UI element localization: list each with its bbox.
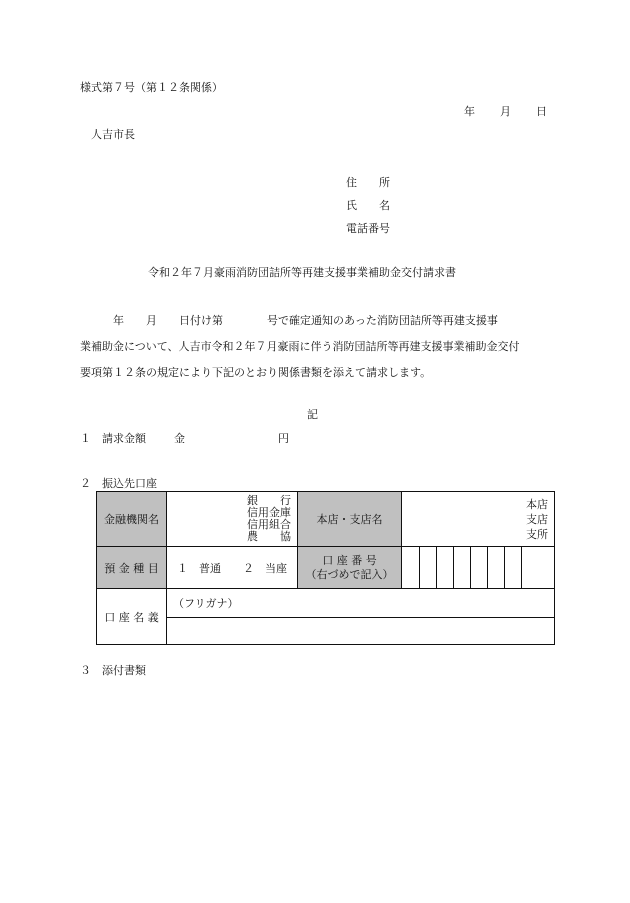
section1-yen: 円 xyxy=(278,432,289,445)
account-digit-cell[interactable] xyxy=(454,547,471,589)
furigana-field[interactable] xyxy=(167,589,555,618)
address-label: 住 所 xyxy=(346,176,390,189)
account-digit-cell[interactable] xyxy=(471,547,488,589)
account-number-title: 口 座 番 号 xyxy=(322,553,377,567)
phone-label: 電話番号 xyxy=(346,222,390,235)
document-title: 令和２年７月豪雨消防団詰所等再建支援事業補助金交付請求書 xyxy=(148,266,456,279)
institution-label: 金融機関名 xyxy=(97,492,167,547)
date-month-label: 月 xyxy=(500,105,511,118)
branch-type-honten: 本店 xyxy=(526,497,548,511)
bank-account-table xyxy=(96,491,555,645)
section3-number: ３ xyxy=(80,664,91,677)
furigana-row xyxy=(97,589,555,618)
name-label: 氏 名 xyxy=(346,199,390,212)
furigana-label: （フリガナ） xyxy=(173,597,239,610)
branch-type-shisho: 支所 xyxy=(526,527,548,541)
account-number-label xyxy=(298,547,402,589)
date-year-label: 年 xyxy=(464,105,475,118)
ki-marker: 記 xyxy=(307,408,318,421)
institution-type-shinkin: 信用金庫 xyxy=(247,506,291,519)
account-trailing-cell xyxy=(522,547,555,589)
institution-type-nokyo: 農 協 xyxy=(247,530,291,543)
institution-field[interactable] xyxy=(167,492,298,547)
account-name-label: 口 座 名 義 xyxy=(97,589,167,645)
account-digit-cell[interactable] xyxy=(505,547,522,589)
body-line-1: 年 月 日付け第 号で確定通知のあった消防団詰所等再建支援事 xyxy=(80,314,498,327)
date-day-label: 日 xyxy=(536,105,547,118)
account-name-field[interactable] xyxy=(167,618,555,645)
institution-type-bank: 銀 行 xyxy=(247,494,291,507)
section2-number: ２ xyxy=(80,477,91,490)
account-number-note: （右づめで記入） xyxy=(305,567,394,581)
addressee: 人吉市長 xyxy=(91,128,135,141)
account-digit-cell[interactable] xyxy=(437,547,454,589)
body-line-2: 業補助金について、人吉市令和２年７月豪雨に伴う消防団詰所等再建支援事業補助金交付 xyxy=(80,340,520,353)
deposit-row xyxy=(97,547,555,589)
branch-type-shiten: 支店 xyxy=(526,512,548,526)
section1-label: 請求金額 xyxy=(102,432,146,445)
branch-label: 本店・支店名 xyxy=(298,492,402,547)
body-line-3: 要項第１２条の規定により下記のとおり関係書類を添えて請求します。 xyxy=(80,366,432,379)
institution-type-shinkumi: 信用組合 xyxy=(247,518,291,531)
account-digit-cell[interactable] xyxy=(420,547,437,589)
form-number: 様式第７号（第１２条関係） xyxy=(80,81,223,94)
section2-label: 振込先口座 xyxy=(102,477,157,490)
section1-kin: 金 xyxy=(174,432,185,445)
body-paragraph xyxy=(80,308,560,386)
deposit-type-options[interactable]: １ 普通 ２ 当座 xyxy=(167,547,298,589)
institution-row xyxy=(97,492,555,547)
account-digit-cell[interactable] xyxy=(402,547,420,589)
section3-label: 添付書類 xyxy=(102,664,146,677)
branch-field[interactable] xyxy=(402,492,555,547)
deposit-type-label: 預 金 種 目 xyxy=(97,547,167,589)
section1-number: １ xyxy=(80,432,91,445)
account-digit-cell[interactable] xyxy=(488,547,505,589)
